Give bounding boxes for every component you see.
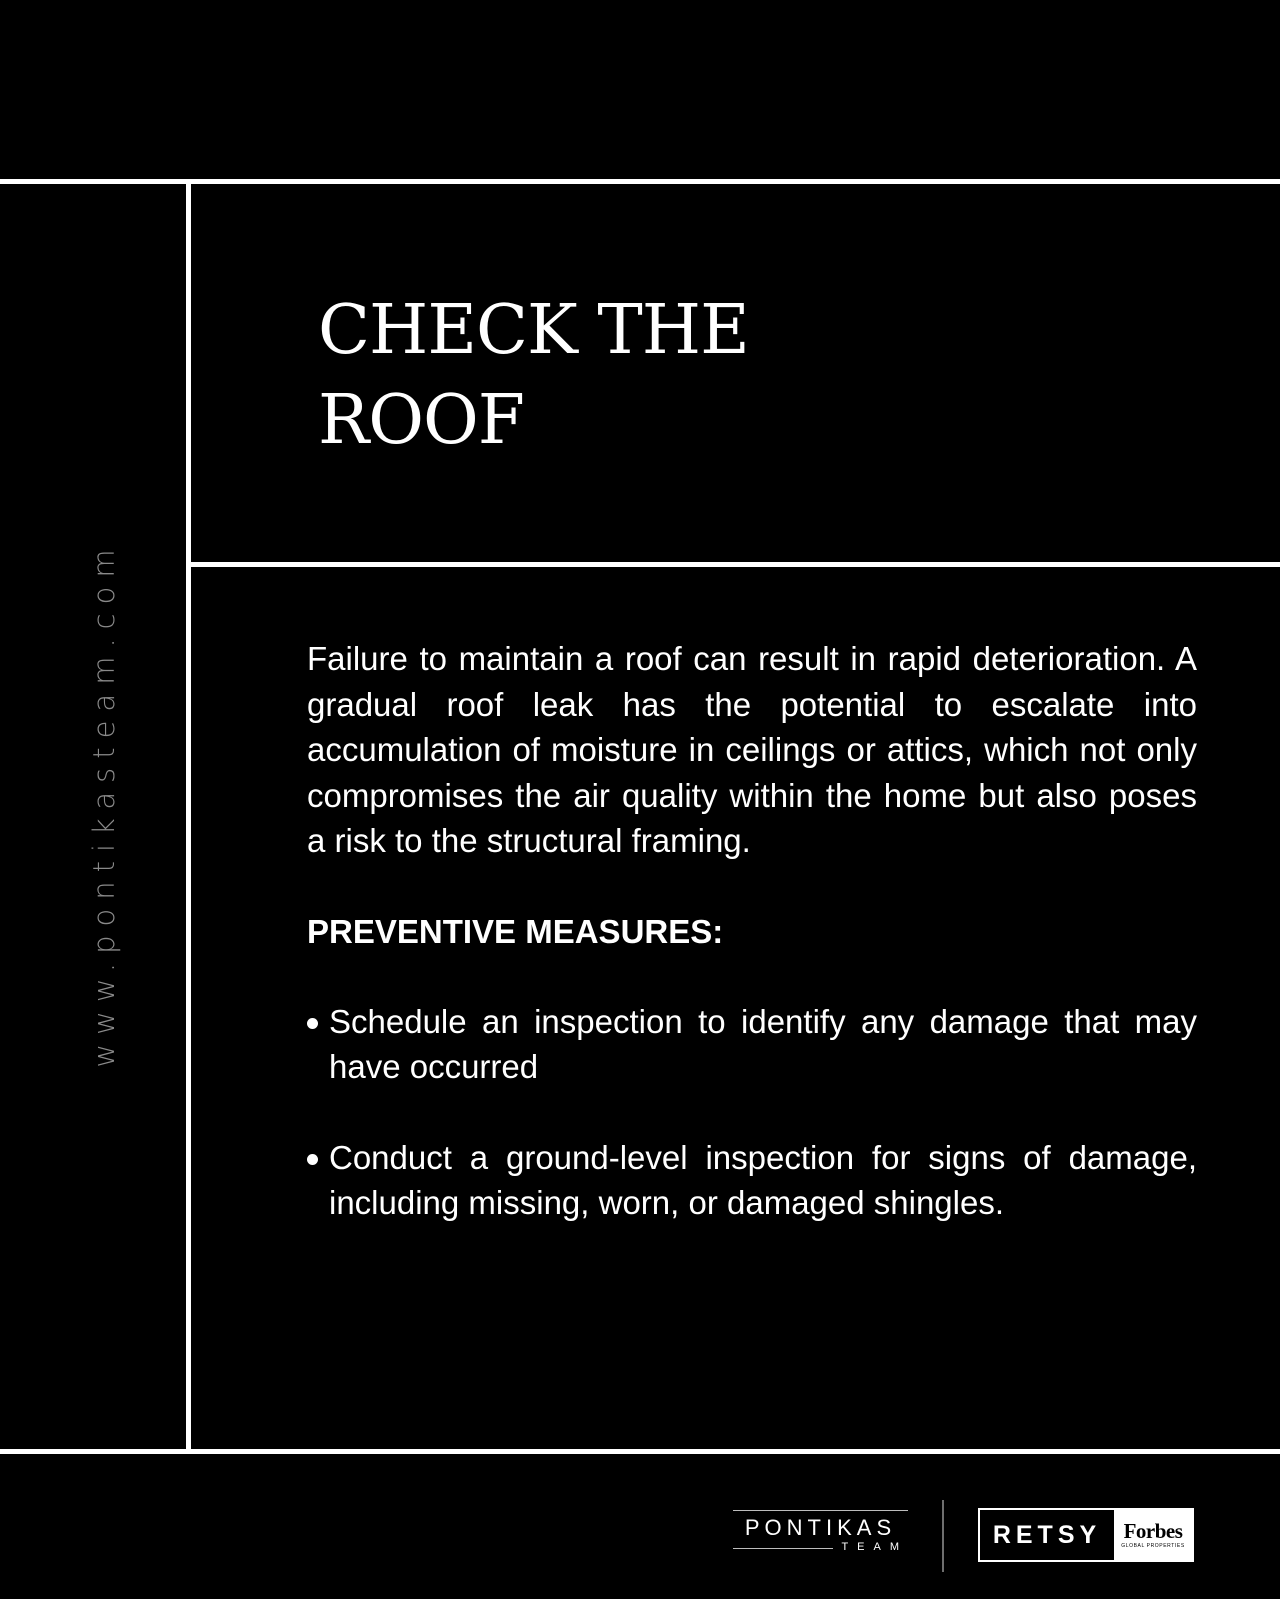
forbes-logo-name: Forbes bbox=[1123, 1519, 1183, 1543]
logo-rule bbox=[733, 1510, 908, 1511]
top-divider bbox=[0, 179, 1280, 184]
forbes-global-properties-logo bbox=[1114, 1510, 1192, 1560]
pontikas-logo-sub: TEAM bbox=[841, 1541, 908, 1553]
footer bbox=[0, 1454, 1280, 1599]
website-url[interactable]: www.pontikasteam.com bbox=[87, 540, 121, 1068]
bullet-icon bbox=[307, 1018, 318, 1029]
logo-rule bbox=[733, 1548, 833, 1549]
retsy-forbes-logo bbox=[978, 1508, 1194, 1562]
title-line-2: ROOF bbox=[318, 381, 524, 460]
logo-divider bbox=[942, 1500, 944, 1572]
list-item-text: Schedule an inspection to identify any damage that may have occurred bbox=[329, 1002, 1197, 1085]
list-item bbox=[307, 999, 1197, 1090]
preventive-measures-heading: PREVENTIVE MEASURES: bbox=[307, 912, 724, 950]
title-line-1: CHECK THE bbox=[318, 291, 749, 370]
content-body bbox=[307, 636, 1197, 1271]
left-divider bbox=[186, 179, 191, 1454]
list-item bbox=[307, 1135, 1197, 1226]
header-divider bbox=[186, 562, 1280, 567]
retsy-logo-name: RETSY bbox=[992, 1520, 1102, 1549]
forbes-logo-sub: GLOBAL PROPERTIES bbox=[1121, 1543, 1185, 1549]
list-item-text: Conduct a ground-level inspection for signs of damage, including missing, worn, or damaged shingles. bbox=[329, 1138, 1197, 1221]
intro-paragraph: Failure to maintain a roof can result in rapid deterioration. A gradual roof leak has the potential to escalate into accumulation of moisture in ceilings or attics, which not only compromises the air quality within the home but also poses a risk to the structural framing. bbox=[307, 640, 1197, 859]
pontikas-logo-name: PONTIKAS bbox=[744, 1515, 897, 1540]
bullet-icon bbox=[307, 1154, 318, 1165]
page-title bbox=[318, 286, 1018, 466]
pontikas-team-logo bbox=[733, 1510, 908, 1568]
preventive-measures-list bbox=[307, 999, 1197, 1226]
